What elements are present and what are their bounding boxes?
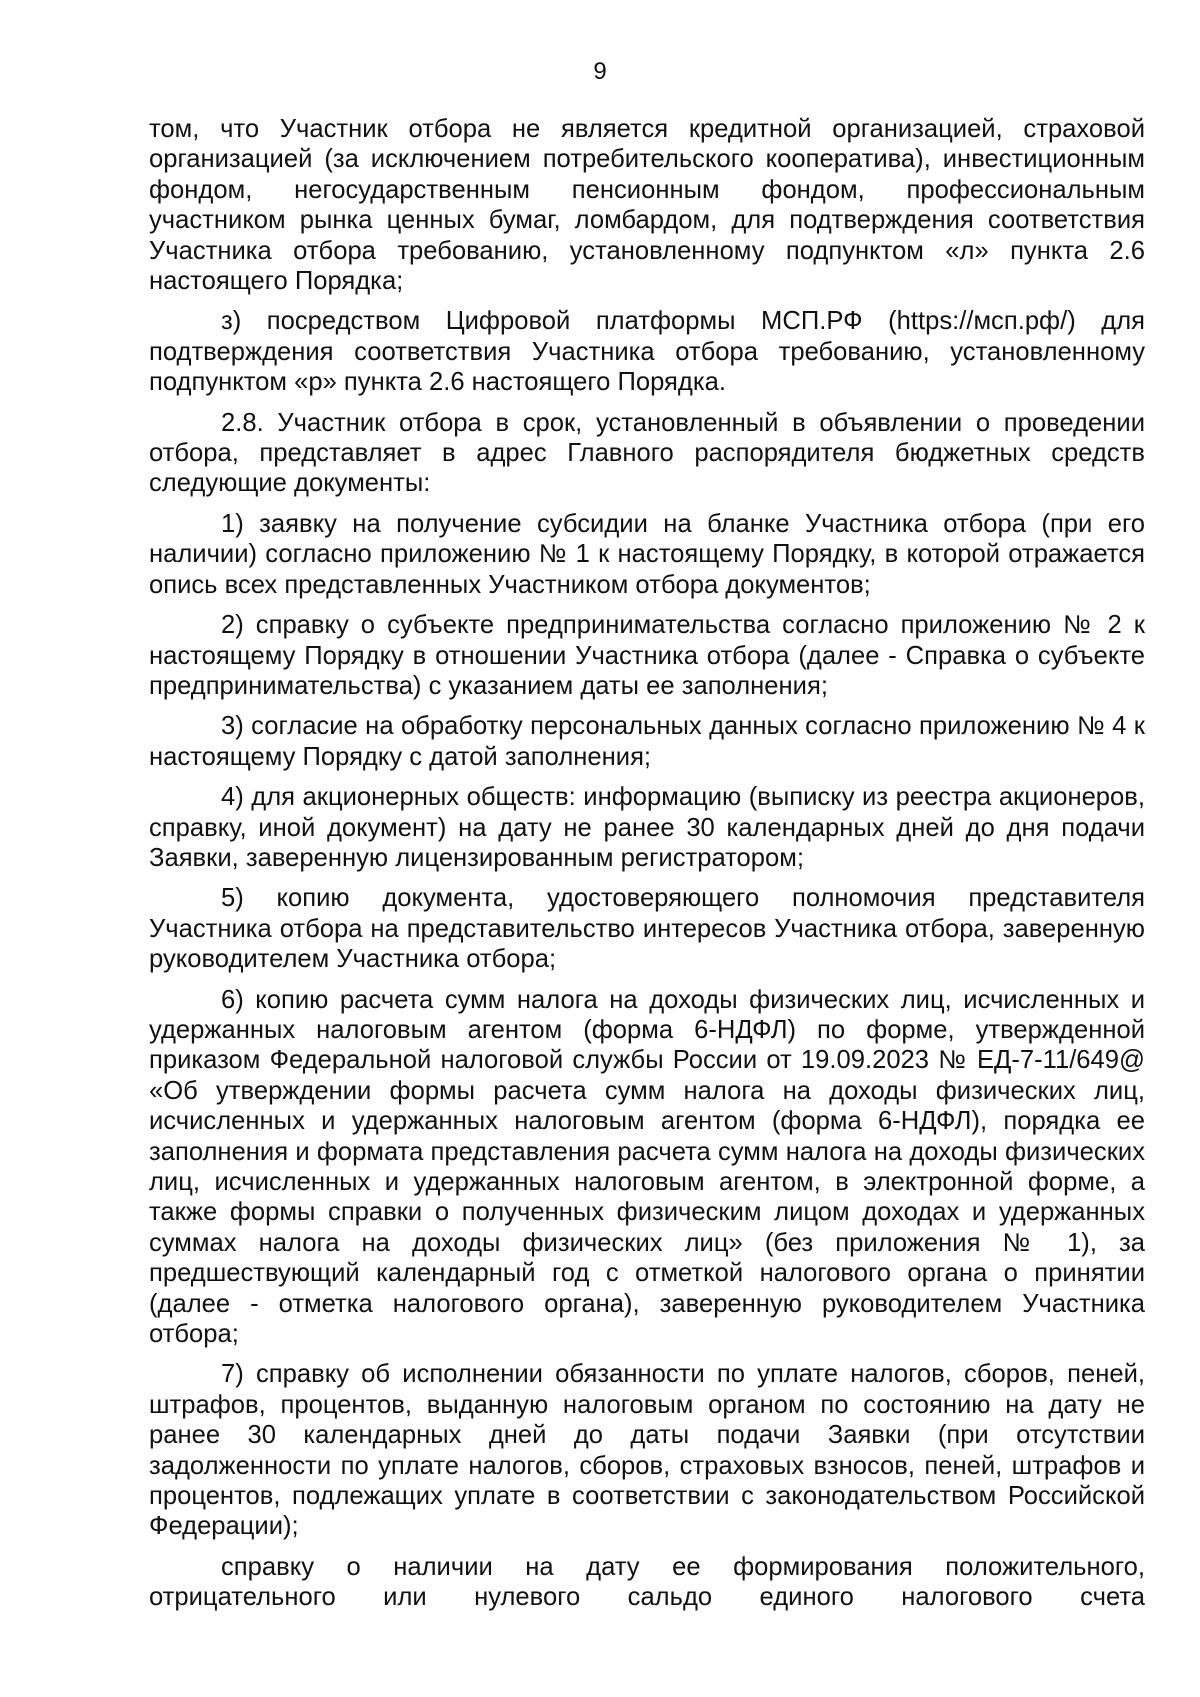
- paragraph-document-4: 4) для акционерных обществ: информацию (выписку из реестра акционеров, справку, иной документ) на дату не ранее 30 календарных дней до дня подачи Заявки, заверенную лицензированным регистратором;: [149, 783, 1145, 872]
- paragraph-document-7-tax-balance: справку о наличии на дату ее формирования положительного, отрицательного или нулевого сальдо единого налогового счета: [149, 1552, 1145, 1612]
- paragraph-document-2: 2) справку о субъекте предпринимательства согласно приложению № 2 к настоящему Порядку в отношении Участника отбора (далее - Справка о субъекте предпринимательства) с указанием даты ее заполнения;: [149, 611, 1145, 700]
- paragraph-document-7: 7) справку об исполнении обязанности по уплате налогов, сборов, пеней, штрафов, процентов, выданную налоговым органом по состоянию на дату не ранее 30 календарных дней до даты подачи Заявки (при отсутствии задолженности по уплате налогов, сборов, страховых взносов, пеней, штрафов и процентов, подлежащих уплате в соответствии с законодательством Российской Федерации);: [149, 1360, 1145, 1541]
- paragraph-document-1: 1) заявку на получение субсидии на бланке Участника отбора (при его наличии) согласно приложению № 1 к настоящему Порядку, в которой отражается опись всех представленных Участником отбора документов;: [149, 509, 1145, 599]
- document-body: [149, 114, 1145, 1613]
- page-number: 9: [593, 58, 607, 85]
- paragraph-item-z: з) посредством Цифровой платформы МСП.РФ (https://мсп.рф/) для подтверждения соответствия Участника отбора требованию, установленному подпунктом «р» пункта 2.6 настоящего Порядка.: [149, 307, 1145, 397]
- paragraph-clause-2-8: 2.8. Участник отбора в срок, установленный в объявлении о проведении отбора, представляет в адрес Главного распорядителя бюджетных средств следующие документы:: [149, 408, 1145, 498]
- paragraph-continuation: том, что Участник отбора не является кредитной организацией, страховой организацией (за исключением потребительского кооператива), инвестиционным фондом, негосударственным пенсионным фондом, профессиональным участником рынка ценных бумаг, ломбардом, для подтверждения соответствия Участника отбора требованию, установленному подпунктом «л» пункта 2.6 настоящего Порядка;: [149, 115, 1145, 296]
- paragraph-document-5: 5) копию документа, удостоверяющего полномочия представителя Участника отбора на представительство интересов Участника отбора, заверенную руководителем Участника отбора;: [149, 884, 1145, 974]
- paragraph-document-6: 6) копию расчета сумм налога на доходы физических лиц, исчисленных и удержанных налоговым агентом (форма 6-НДФЛ) по форме, утвержденной приказом Федеральной налоговой службы России от 19.09.2023 № ЕД-7-11/649@ «Об утверждении формы расчета сумм налога на доходы физических лиц, исчисленных и удержанных налоговым агентом (форма 6-НДФЛ), порядка ее заполнения и формата представления расчета сумм налога на доходы физических лиц, исчисленных и удержанных налоговым агентом, в электронной форме, а также формы справки о полученных физическим лицом доходах и удержанных суммах налога на доходы физических лиц» (без приложения № 1), за предшествующий календарный год с отметкой налогового органа о принятии (далее - отметка налогового органа), заверенную руководителем Участника отбора;: [149, 985, 1145, 1349]
- paragraph-document-3: 3) согласие на обработку персональных данных согласно приложению № 4 к настоящему Порядку с датой заполнения;: [149, 712, 1145, 771]
